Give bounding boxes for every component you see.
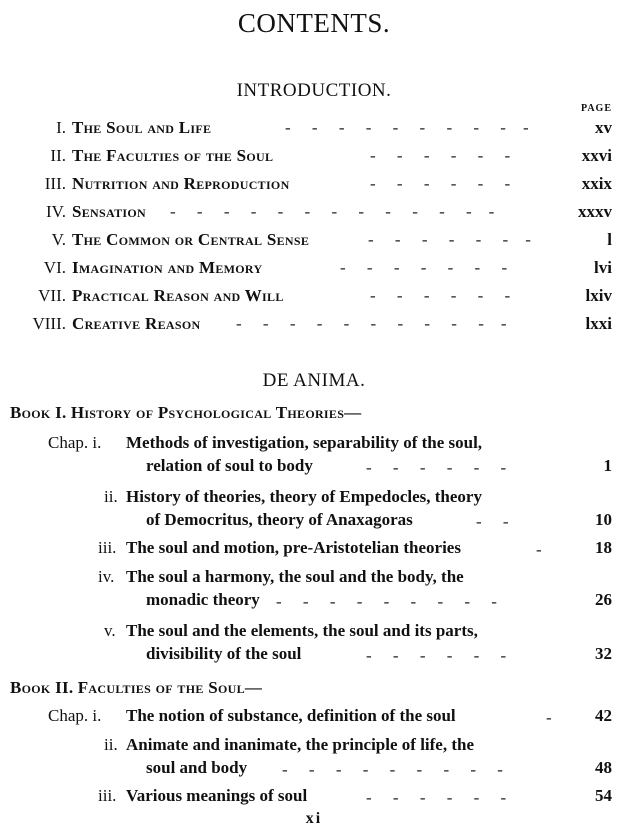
toc-entry[interactable]: [0, 230, 612, 252]
entry-page: lvi: [594, 258, 612, 277]
chapter-number: ii.: [104, 735, 118, 754]
book-label: Book I.: [10, 403, 67, 422]
entry-page: lxxi: [585, 314, 612, 333]
entry-title: Nutrition and Reproduction: [72, 174, 290, 193]
toc-entry[interactable]: [0, 174, 612, 196]
chapter-number: ii.: [104, 487, 118, 506]
chapter-title[interactable]: The soul and motion, pre-Aristotelian theories: [126, 538, 461, 557]
chapter-page: 10: [595, 510, 612, 529]
chapter-page: 32: [595, 644, 612, 663]
entry-page: xxxv: [578, 202, 612, 221]
book-heading: [10, 402, 361, 424]
de-anima-heading: DE ANIMA.: [262, 370, 366, 391]
entry-title: Sensation: [72, 202, 146, 221]
chapter-title[interactable]: The soul a harmony, the soul and the body, the: [126, 567, 464, 586]
chapter-title[interactable]: Animate and inanimate, the principle of life, the: [126, 735, 475, 754]
chapter-title-cont: divisibility of the soul: [146, 644, 302, 663]
leader-dots: -: [546, 708, 552, 727]
chapter-title-cont: of Democritus, theory of Anaxagoras: [146, 510, 413, 529]
toc-entry[interactable]: [0, 314, 612, 336]
chapter-number: v.: [104, 621, 116, 640]
chapter-title[interactable]: Methods of investigation, separability of the soul,: [126, 433, 483, 452]
introduction-heading: INTRODUCTION.: [236, 80, 392, 101]
chapter-title-cont: soul and body: [146, 758, 248, 777]
entry-title: The Soul and Life: [72, 118, 212, 137]
chapter-title-cont: relation of soul to body: [146, 456, 313, 475]
leader-dots: -: [536, 540, 542, 559]
entry-number: II.: [50, 146, 66, 165]
chapter-title[interactable]: The soul and the elements, the soul and its parts,: [126, 621, 478, 640]
chapter-number: iii.: [98, 786, 117, 805]
toc-entry[interactable]: [0, 202, 612, 224]
leader-dots: - - - - - - -: [340, 258, 508, 277]
entry-number: VI.: [43, 258, 66, 277]
entry-title: The Faculties of the Soul: [72, 146, 274, 165]
leader-dots: - - - - - - - - - - - - -: [170, 202, 495, 221]
entry-page: l: [607, 230, 612, 249]
toc-entry[interactable]: [0, 118, 612, 140]
footer-page-number: xi: [305, 810, 323, 827]
leader-dots: - - - - - -: [370, 174, 511, 193]
leader-dots: - - - - - - - - -: [282, 760, 503, 779]
chapter-page: 18: [595, 538, 612, 557]
book-title: History of Psychological Theories—: [70, 403, 362, 422]
leader-dots: - - - - - -: [366, 458, 507, 477]
chapter-title-cont: monadic theory: [146, 590, 260, 609]
chapter-page: 48: [595, 758, 612, 777]
entry-number: IV.: [46, 202, 66, 221]
chapter-page: 42: [595, 706, 612, 725]
chapter-title[interactable]: Various meanings of soul: [126, 786, 308, 805]
toc-entry[interactable]: [0, 286, 612, 308]
entry-number: VIII.: [32, 314, 66, 333]
entry-page: xxvi: [581, 146, 612, 165]
leader-dots: - -: [476, 512, 509, 531]
toc-entry[interactable]: [0, 146, 612, 168]
entry-number: III.: [44, 174, 66, 193]
entry-number: V.: [51, 230, 66, 249]
page-title: CONTENTS.: [237, 8, 391, 38]
leader-dots: - - - - - - - - - -: [285, 118, 529, 137]
chapter-page: 54: [595, 786, 612, 805]
page-column-label: PAGE: [580, 103, 612, 114]
entry-page: lxiv: [585, 286, 612, 305]
entry-title: Practical Reason and Will: [72, 286, 284, 305]
chapter-number: Chap. i.: [48, 433, 102, 452]
toc-entry[interactable]: [0, 258, 612, 280]
leader-dots: - - - - - -: [366, 646, 507, 665]
book-heading: [10, 677, 262, 699]
entry-page: xxix: [581, 174, 612, 193]
entry-title: Imagination and Memory: [72, 258, 263, 277]
chapter-title[interactable]: The notion of substance, definition of the soul: [126, 706, 456, 725]
entry-title: Creative Reason: [72, 314, 201, 333]
leader-dots: - - - - - -: [366, 788, 507, 807]
entry-title: The Common or Central Sense: [72, 230, 310, 249]
entry-page: xv: [595, 118, 612, 137]
chapter-number: iv.: [98, 567, 115, 586]
leader-dots: - - - - - - - - - - -: [236, 314, 507, 333]
book-title: Faculties of the Soul—: [77, 678, 263, 697]
book-label: Book II.: [10, 678, 74, 697]
entry-number: VII.: [38, 286, 66, 305]
leader-dots: - - - - - -: [370, 146, 511, 165]
chapter-page: 26: [595, 590, 612, 609]
chapter-title[interactable]: History of theories, theory of Empedocles, theory: [126, 487, 482, 506]
leader-dots: - - - - - - - - -: [276, 592, 497, 611]
chapter-number: iii.: [98, 538, 117, 557]
leader-dots: - - - - - - -: [368, 230, 531, 249]
leader-dots: - - - - - -: [370, 286, 511, 305]
chapter-number: Chap. i.: [48, 706, 102, 725]
chapter-page: 1: [603, 456, 612, 475]
entry-number: I.: [56, 118, 66, 137]
